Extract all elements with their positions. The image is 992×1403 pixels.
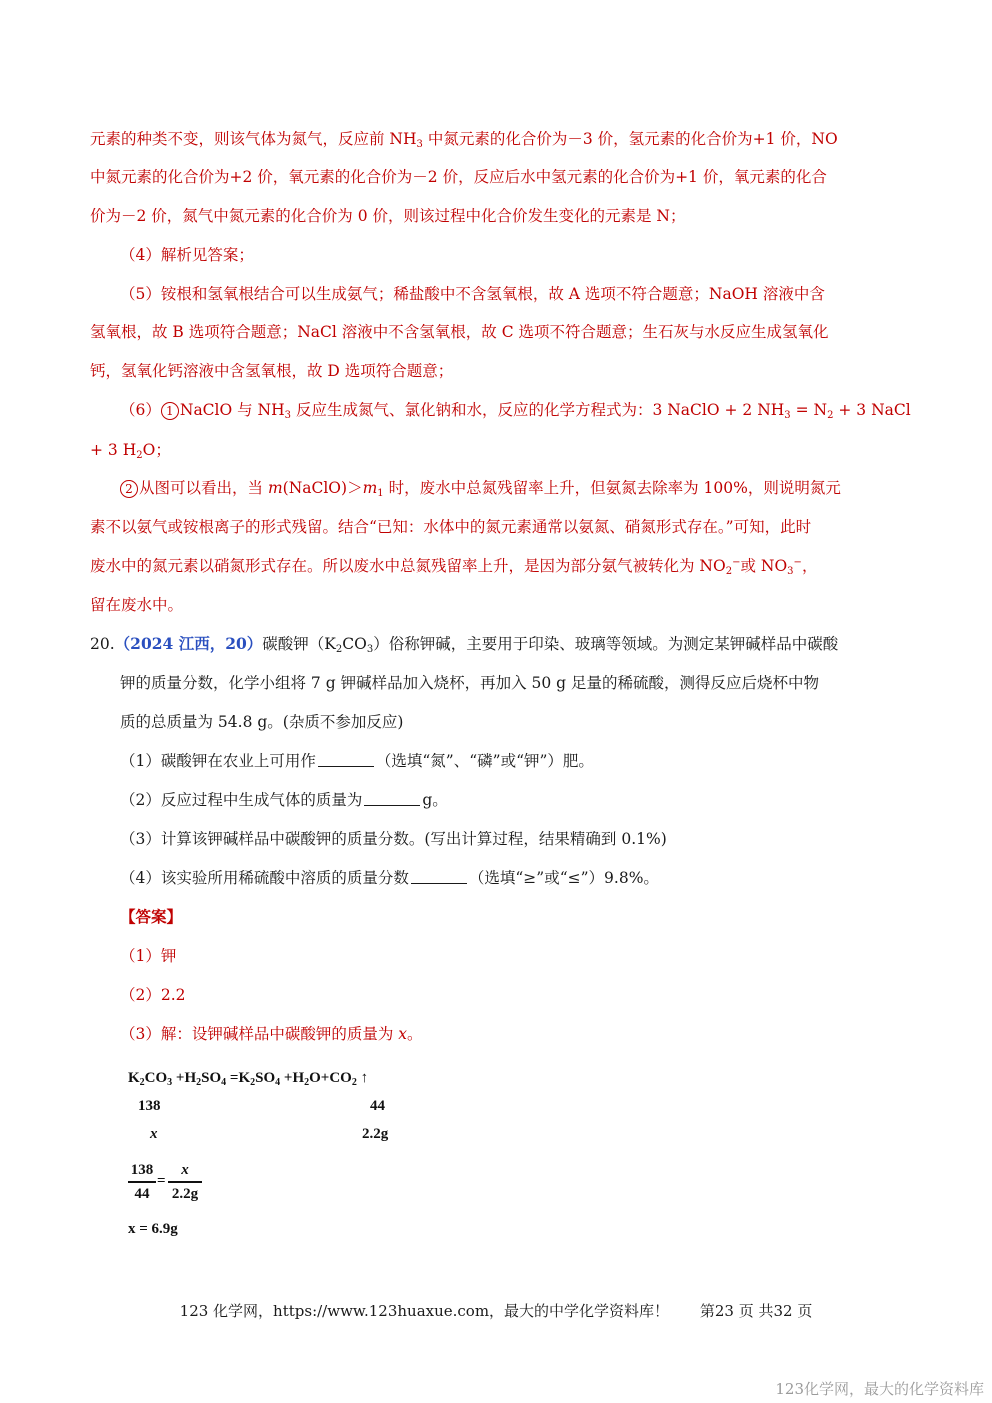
- text: 碳酸钾（K: [262, 635, 336, 653]
- superscript: −: [793, 557, 802, 568]
- superscript: −: [732, 557, 741, 568]
- fraction-numerator: 138: [130, 1162, 154, 1178]
- eq-sub: 4: [221, 1077, 227, 1088]
- solution-part-6-line-2: [90, 440, 902, 460]
- subscript: 3: [784, 410, 791, 421]
- question-20-line-1: [90, 634, 902, 654]
- text: 元素的种类不变，则该气体为氮气，反应前 NH: [90, 130, 417, 148]
- variable: m: [362, 479, 378, 497]
- answer-2: （2）2.2: [120, 986, 186, 1004]
- eq-sub: 2: [139, 1077, 145, 1088]
- fraction-denominator: 2.2g: [171, 1186, 199, 1202]
- fraction-numerator: x: [181, 1162, 189, 1178]
- variable: m: [267, 479, 283, 497]
- question-20-sub-3: （3）计算该钾碱样品中碳酸钾的质量分数。(写出计算过程，结果精确到 0.1%): [120, 830, 667, 848]
- fraction-denominator: 44: [134, 1186, 150, 1202]
- variable: x: [398, 1025, 408, 1043]
- solution-part-6-2-line-4: 留在废水中。: [90, 596, 184, 614]
- eq-part: +H: [172, 1070, 197, 1086]
- text: （3）解：设钾碱样品中碳酸钾的质量为: [120, 1025, 399, 1043]
- text: 或 NO: [740, 557, 788, 575]
- subscript: 2: [335, 644, 343, 655]
- eq-sub: 4: [275, 1077, 281, 1088]
- circled-number: 2: [120, 480, 138, 498]
- text: （6）: [120, 401, 161, 419]
- question-source: （2024 江西，20）: [114, 634, 263, 653]
- eq-part: =K: [226, 1070, 251, 1086]
- subscript: 3: [284, 410, 292, 421]
- text: （2）反应过程中生成气体的质量为: [120, 791, 363, 809]
- text: 中氮元素的化合价为+2 价，氧元素的化合价为－2 价，反应后水中氢元素的化合价为+1 价，氧元素的化合: [90, 168, 827, 186]
- eq-sub: 2: [351, 1077, 357, 1088]
- text: （选填“氮”、“磷”或“钾”）肥。: [375, 752, 594, 770]
- eq-part: ↑: [356, 1070, 369, 1086]
- equals-sign: =: [157, 1173, 166, 1189]
- page-number: 第23 页 共32 页: [699, 1302, 813, 1320]
- solution-line-2: [90, 167, 902, 187]
- solution-part-5-line-2: 氢氧根，故 B 选项符合题意；NaCl 溶液中不含氢氧根，故 C 选项不符合题意；生石灰与水反应生成氢氧化: [90, 323, 829, 341]
- question-20-line-2: 钾的质量分数，化学小组将 7 g 钾碱样品加入烧杯，再加入 50 g 足量的稀硫酸，测得反应后烧杯中物: [120, 674, 819, 692]
- solution-part-6-2-line-1: [120, 478, 932, 498]
- subscript: 3: [416, 139, 423, 150]
- text: CO: [342, 635, 367, 653]
- fraction-bar: [168, 1181, 202, 1183]
- text: 反应生成氮气、氯化钠和水，反应的化学方程式为：3 NaClO + 2 NH: [291, 401, 785, 419]
- solution-part-6-2-line-3: [90, 556, 902, 576]
- molar-mass-k2co3: 138: [138, 1098, 161, 1114]
- solution-part-6-2-line-2: 素不以氨气或铵根离子的形式残留。结合“已知：水体中的氮元素通常以氨氮、硝氮形式存在。”可知，此时: [90, 518, 812, 536]
- text: 。: [407, 1025, 423, 1043]
- question-20-sub-1: [120, 751, 932, 771]
- chemical-equation: [128, 1070, 368, 1087]
- solution-line-1: [90, 129, 902, 149]
- solution-part-5-line-1: [120, 284, 902, 304]
- circled-number: 1: [161, 402, 179, 420]
- text: (NaClO)＞: [282, 479, 363, 497]
- unknown-mass: x: [150, 1126, 158, 1142]
- eq-sub: 2: [196, 1077, 202, 1088]
- fraction-bar: [128, 1181, 156, 1183]
- subscript: 1: [377, 488, 384, 499]
- watermark: 123化学网，最大的化学资料库: [775, 1380, 984, 1398]
- text: O；: [142, 441, 171, 459]
- text: 废水中的氮元素以硝氮形式存在。所以废水中总氮残留率上升，是因为部分氨气被转化为 NO: [90, 557, 726, 575]
- text: + 3 H: [90, 441, 137, 459]
- eq-part: O+CO: [309, 1070, 352, 1086]
- subscript: 3: [366, 644, 374, 655]
- eq-part: CO: [144, 1070, 168, 1086]
- subscript: 2: [136, 450, 143, 461]
- text: = N: [790, 401, 828, 419]
- eq-part: +H: [280, 1070, 305, 1086]
- footer-text: 123 化学网，https://www.123huaxue.com，最大的中学化学资料库！: [179, 1302, 670, 1320]
- answer-blank: [364, 791, 420, 806]
- result: x = 6.9g: [128, 1221, 178, 1237]
- subscript: 3: [787, 566, 794, 577]
- eq-part: K: [128, 1070, 140, 1086]
- eq-sub: 2: [250, 1077, 256, 1088]
- page-footer: [0, 1300, 992, 1321]
- text: 中氮元素的化合价为－3 价，氢元素的化合价为+1 价，NO: [422, 130, 838, 148]
- text: g。: [422, 791, 448, 809]
- text: （5）铵根和氢氧根结合可以生成氨气；稀盐酸中不含氢氧根，故 A 选项不符合题意；NaOH 溶液中含: [120, 285, 825, 303]
- solution-line-3: 价为－2 价，氮气中氮元素的化合价为 0 价，则该过程中化合价发生变化的元素是 N；: [90, 207, 686, 225]
- subscript: 2: [827, 410, 834, 421]
- answer-blank: [318, 752, 374, 767]
- text: ）俗称钾碱，主要用于印染、玻璃等领域。为测定某钾碱样品中碳酸: [373, 635, 839, 653]
- text: （4）该实验所用稀硫酸中溶质的质量分数: [120, 869, 409, 887]
- answer-header: 【答案】: [120, 907, 183, 926]
- question-20-sub-4: [120, 868, 932, 888]
- text: ，: [801, 557, 818, 575]
- co2-mass: 2.2g: [362, 1126, 389, 1142]
- text: （1）碳酸钾在农业上可用作: [120, 752, 316, 770]
- answer-blank: [411, 869, 467, 884]
- question-20-sub-2: [120, 790, 932, 810]
- text: 时，废水中总氮残留率上升，但氨氮去除率为 100%，则说明氮元: [383, 479, 841, 497]
- text: + 3 NaCl: [833, 401, 911, 419]
- solution-part-5-line-3: 钙，氢氧化钙溶液中含氢氧根，故 D 选项符合题意；: [90, 362, 454, 380]
- eq-part: SO: [255, 1070, 276, 1086]
- answer-3: [120, 1024, 932, 1044]
- subscript: 2: [725, 566, 733, 577]
- answer-1: （1）钾: [120, 947, 177, 965]
- text: 从图可以看出，当: [139, 479, 268, 497]
- text: （选填“≥”或“≤”）9.8%。: [468, 869, 659, 887]
- solution-part-6-line-1: [120, 400, 932, 420]
- eq-part: SO: [201, 1070, 222, 1086]
- text: NaClO 与 NH: [179, 401, 285, 419]
- eq-sub: 2: [304, 1077, 310, 1088]
- question-number: 20.: [90, 635, 115, 653]
- eq-sub: 3: [167, 1077, 173, 1088]
- molar-mass-co2: 44: [370, 1098, 385, 1114]
- question-20-line-3: 质的总质量为 54.8 g。(杂质不参加反应): [120, 713, 404, 731]
- solution-part-4: （4）解析见答案；: [120, 246, 254, 264]
